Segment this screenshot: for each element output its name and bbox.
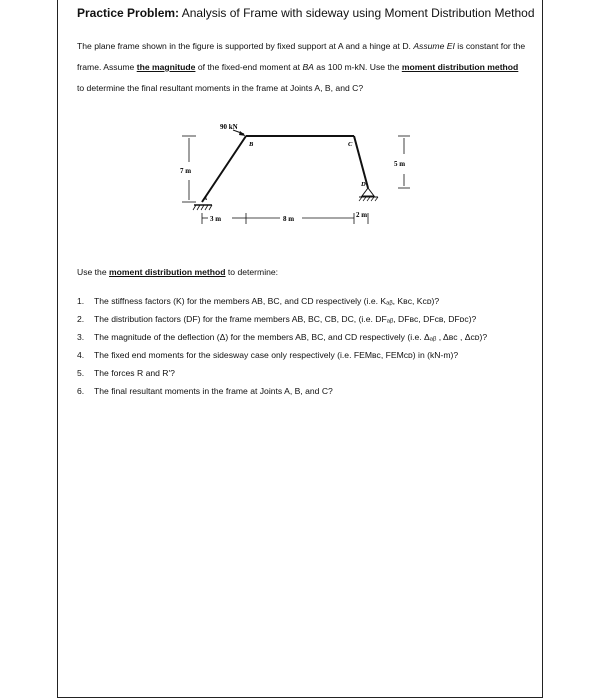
joint-a-label: A (203, 195, 208, 202)
joint-d-label: D (361, 181, 366, 188)
title-bold: Practice Problem: (77, 6, 180, 20)
question-text: The stiffness factors (K) for the members AB, BC, and CD respectively (i.e. Kₐᵦ, Kʙᴄ, Kᴄᴅ)? (94, 296, 440, 306)
joint-b-label: B (249, 141, 254, 148)
joint-c-label: C (348, 141, 353, 148)
instructions-line (77, 267, 278, 277)
load-arrowhead (239, 131, 246, 136)
span-1-label: 3 m (210, 215, 222, 223)
height-right-label: 5 m (394, 160, 406, 168)
hinge-support-d (362, 188, 374, 196)
question-number: 3. (77, 332, 85, 342)
question-number: 4. (77, 350, 85, 360)
question-item (77, 310, 532, 328)
question-text: The fixed end moments for the sidesway case only respectively (i.e. FEMʙᴄ, FEMᴄᴅ) in (kN-m)? (94, 350, 459, 360)
question-item (77, 292, 532, 310)
intro-text-5: to determine the final resultant moments in the frame at Joints A, B, and C? (77, 83, 364, 93)
question-text: The magnitude of the deflection (Δ) for the members AB, BC, and CD respectively (i.e. Δₐᵦ , Δʙᴄ , Δᴄᴅ)? (94, 332, 488, 342)
question-list (77, 292, 532, 400)
question-text: The forces R and R'? (94, 368, 175, 378)
height-left-label: 7 m (180, 167, 192, 175)
question-number: 5. (77, 368, 85, 378)
intro-magnitude: the magnitude (136, 62, 196, 72)
page-title (77, 6, 535, 20)
intro-method: moment distribution method (401, 62, 519, 72)
use-method: moment distribution method (109, 267, 226, 277)
question-item (77, 328, 532, 346)
hinge-hatch (359, 197, 378, 201)
load-label: 90 kN (220, 123, 238, 131)
use-suffix: to determine: (225, 267, 279, 277)
question-number: 1. (77, 296, 85, 306)
question-text: The final resultant moments in the frame at Joints A, B, and C? (94, 386, 333, 396)
question-text: The distribution factors (DF) for the frame members AB, BC, CB, DC, (i.e. DFₐᵦ, DFʙᴄ, DFᴄʙ, DFᴅᴄ)? (94, 314, 477, 324)
intro-ei: Assume EI (413, 41, 455, 51)
intro-text-2: is constant for the frame. Assume (77, 41, 526, 72)
intro-text-4: as 100 m-kN. Use the (313, 62, 402, 72)
intro-ba: BA (302, 62, 314, 72)
title-rest: Analysis of Frame with sideway using Moment Distribution Method (179, 6, 535, 20)
problem-statement (77, 36, 527, 99)
frame-figure (170, 120, 410, 235)
member-ab (202, 136, 246, 202)
question-item (77, 382, 532, 400)
intro-text-3: of the fixed-end moment at (195, 62, 303, 72)
question-number: 6. (77, 386, 85, 396)
use-prefix: Use the (77, 267, 110, 277)
question-item (77, 364, 532, 382)
question-number: 2. (77, 314, 85, 324)
span-2-label: 8 m (283, 215, 295, 223)
intro-text-1: The plane frame shown in the figure is supported by fixed support at A and a hinge at D. (77, 41, 414, 51)
span-3-label: 2 m (356, 211, 368, 219)
question-item (77, 346, 532, 364)
